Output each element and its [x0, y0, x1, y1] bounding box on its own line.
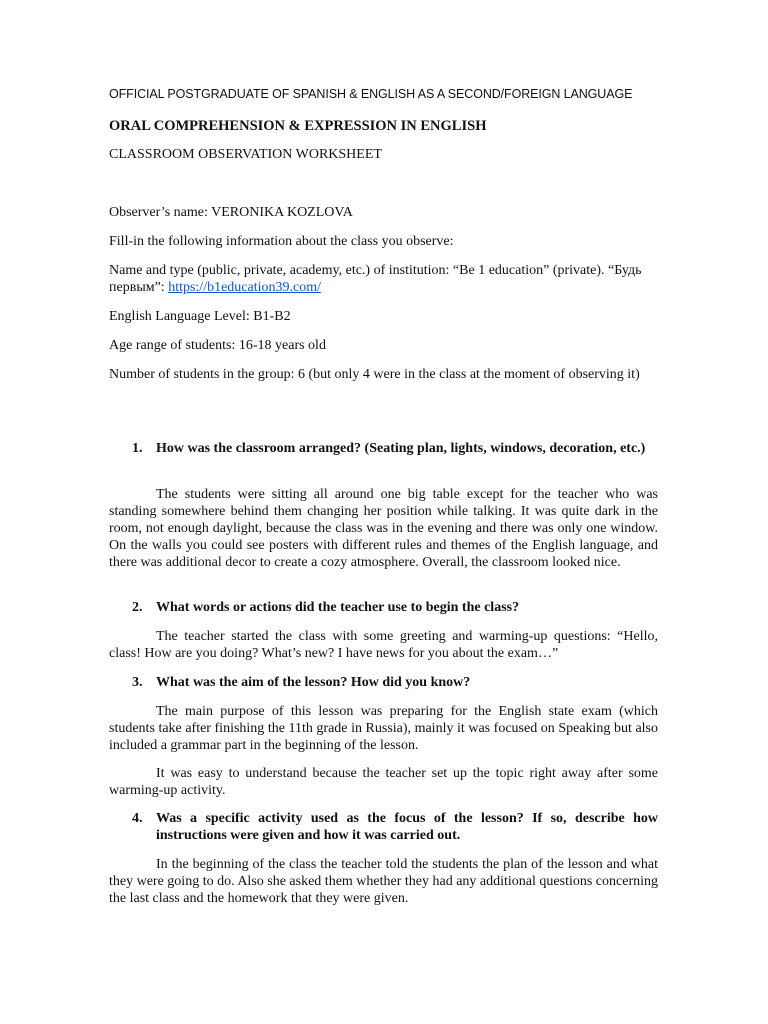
question-2	[132, 599, 658, 616]
question-3	[132, 674, 658, 691]
answer-2: The teacher started the class with some greeting and warming-up questions: “Hello, class! How are you doing? What’s new? I have news for you about the exam…”	[109, 629, 658, 661]
answer-1: The students were sitting all around one big table except for the teacher who was standing somewhere behind them changing her position while talking. It was quite dark in the room, not enough daylight, because the class was in the evening and there was only one window. On the walls you could see posters with different rules and themes of the English language, and there was additional decor to create a cozy atmosphere. Overall, the classroom looked nice.	[109, 487, 658, 570]
observer-name: Observer’s name: VERONIKA KOZLOVA	[109, 205, 353, 220]
question-number: 2.	[132, 600, 143, 615]
answer-3b: It was easy to understand because the teacher set up the topic right away after some warming-up activity.	[109, 766, 658, 798]
question-number: 3.	[132, 675, 143, 690]
institution-info	[109, 262, 658, 296]
age-range: Age range of students: 16-18 years old	[109, 338, 326, 353]
institution-text: Name and type (public, private, academy, etc.) of institution: “Be 1 education” (private). “Будь первым”:	[109, 263, 642, 295]
question-number: 1.	[132, 441, 143, 456]
number-of-students: Number of students in the group: 6 (but only 4 were in the class at the moment of observing it)	[109, 367, 640, 382]
answer-4: In the beginning of the class the teacher told the students the plan of the lesson and what they were going to do. Also she asked them whether they had any additional questions concerning the last class and the homework that they were given.	[109, 857, 658, 906]
language-level: English Language Level: B1-B2	[109, 309, 291, 324]
question-text: What was the aim of the lesson? How did you know?	[156, 675, 471, 690]
worksheet-title: CLASSROOM OBSERVATION WORKSHEET	[109, 147, 382, 162]
question-text: What words or actions did the teacher use to begin the class?	[156, 600, 520, 615]
question-number: 4.	[132, 811, 143, 826]
institution-link[interactable]: https://b1education39.com/	[168, 280, 321, 295]
question-text: Was a specific activity used as the focus of the lesson? If so, describe how instructions were given and how it was carried out.	[156, 811, 658, 843]
question-1	[132, 440, 658, 457]
answer-3a: The main purpose of this lesson was preparing for the English state exam (which students take after finishing the 11th grade in Russia), mainly it was focused on Speaking but also included a grammar part in the beginning of the lesson.	[109, 704, 658, 753]
course-title: ORAL COMPREHENSION & EXPRESSION IN ENGLISH	[109, 118, 487, 134]
question-text: How was the classroom arranged? (Seating plan, lights, windows, decoration, etc.)	[156, 441, 646, 456]
program-title: OFFICIAL POSTGRADUATE OF SPANISH & ENGLISH AS A SECOND/FOREIGN LANGUAGE	[109, 87, 633, 101]
question-4	[132, 810, 658, 844]
instruction-text: Fill-in the following information about the class you observe:	[109, 234, 454, 249]
